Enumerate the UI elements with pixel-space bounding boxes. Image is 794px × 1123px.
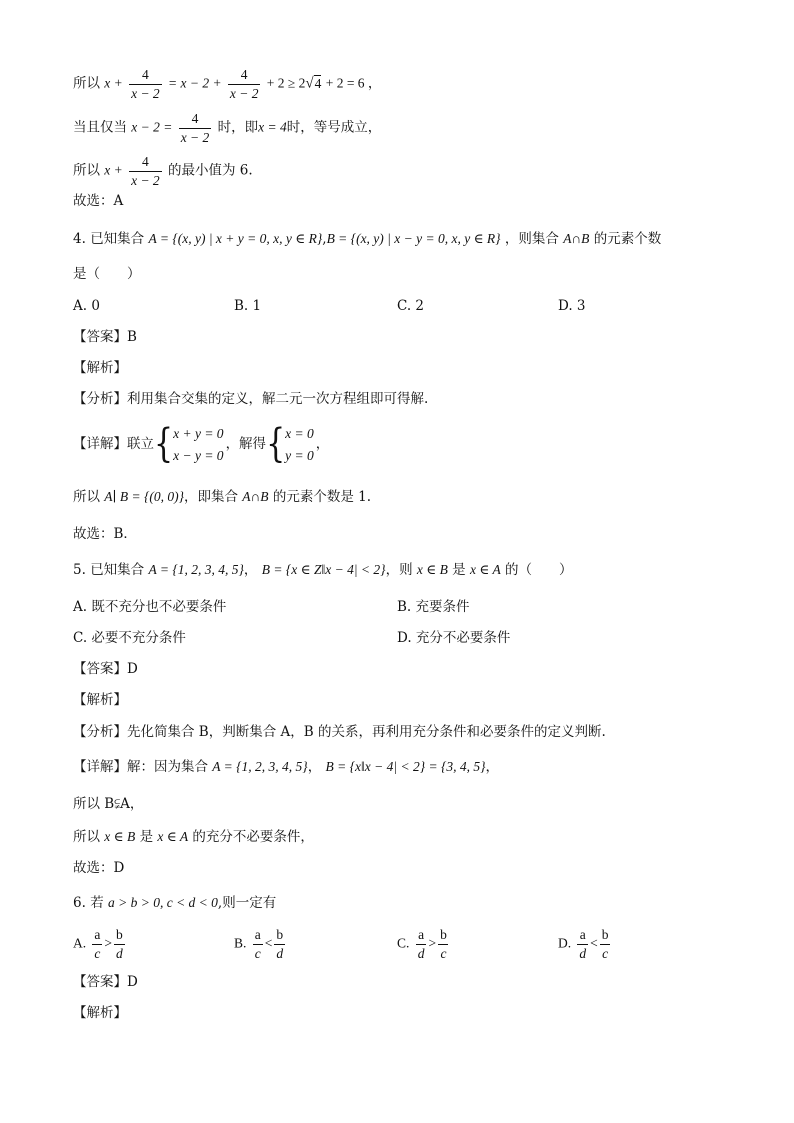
option-label: B.	[234, 935, 247, 951]
q5-subset: 所以 B⫋A，	[73, 796, 144, 812]
frac-den: x − 2	[131, 85, 160, 101]
q5-choose: 故选：D	[73, 860, 125, 876]
math: x ∈ A	[469, 562, 501, 577]
math: = x − 2 +	[167, 75, 222, 91]
frac-den: c	[602, 945, 609, 961]
line-min-value	[73, 155, 253, 187]
math: x ∈ B	[104, 829, 136, 844]
q5-detail	[73, 757, 499, 777]
math: x +	[104, 162, 123, 178]
math: A = {1, 2, 3, 4, 5}	[212, 759, 308, 774]
q5-option-a: A. 既不充分也不必要条件	[73, 599, 227, 615]
q4-analysis-heading: 【解析】	[73, 360, 127, 376]
q5-fenxi: 【分析】先化简集合 B，判断集合 A，B 的关系，再利用充分条件和必要条件的定义判断.	[73, 724, 606, 740]
fraction	[253, 928, 263, 960]
text: 【详解】联立	[73, 436, 154, 452]
text: ，	[307, 759, 322, 775]
text: 时，等号成立，	[286, 119, 382, 136]
math: B = {x‖x − 4| < 2} = {3, 4, 5}	[325, 759, 486, 774]
math: x = 4	[258, 119, 287, 135]
math: + 2 = 6 ，	[325, 75, 382, 91]
math: A∩B	[242, 489, 269, 504]
fraction	[129, 155, 162, 187]
frac-den: c	[94, 945, 101, 961]
option-label: A.	[73, 935, 87, 951]
q4-option-b: B. 1	[234, 298, 262, 314]
q5-option-d: D. 充分不必要条件	[397, 630, 511, 646]
frac-den: c	[254, 945, 261, 961]
frac-num: 4	[142, 154, 149, 169]
text: ，则	[385, 562, 413, 578]
math: + 2 ≥ 2	[266, 75, 306, 91]
sqrt-value: 4	[314, 75, 322, 91]
frac-den: c	[440, 945, 447, 961]
text: 时，即	[217, 119, 259, 136]
question-number: 6.	[73, 895, 86, 911]
text: 已知集合	[90, 562, 145, 578]
math: x +	[104, 75, 123, 91]
q6-option-d	[558, 928, 613, 960]
text: ，即集合	[184, 489, 238, 505]
text: 的元素个数是 1.	[272, 489, 372, 505]
fraction	[92, 928, 102, 960]
q6-option-b	[234, 928, 287, 960]
math: B = {x ∈ Z‖x − 4| < 2}	[261, 562, 386, 577]
option-label: D.	[558, 935, 572, 951]
q5-answer: 【答案】D	[73, 661, 138, 677]
operator: >	[428, 935, 437, 951]
fraction	[274, 928, 285, 960]
frac-den: x − 2	[180, 129, 210, 145]
frac-den: d	[116, 945, 123, 961]
q4-detail: 【详解】联立{ x + y = 0 x − y = 0 ，解得{ x = 0 y = 0 ，	[73, 421, 330, 467]
line-inequality: 所以 x + $\frac{4}{x - 2}$ = x − 2 + $\frac{4}{x - 2}$ + 2 ≥ 2√4 + 2 = 6 ，	[73, 67, 382, 101]
option-label: C.	[397, 935, 410, 951]
fraction	[577, 928, 588, 960]
text: 是	[452, 562, 466, 578]
text: ，	[485, 759, 500, 775]
q6-option-a	[73, 928, 127, 960]
frac-num: b	[601, 927, 609, 942]
q4-choose: 故选：B．	[73, 526, 137, 542]
question-number: 4.	[73, 231, 86, 247]
operator: <	[264, 935, 273, 951]
q6-option-c	[397, 928, 451, 960]
text: 已知集合	[90, 231, 145, 247]
fraction	[179, 112, 212, 144]
frac-num: b	[440, 927, 447, 942]
frac-den: d	[276, 945, 284, 961]
text: ,	[322, 231, 327, 247]
equation-system	[173, 423, 223, 467]
math: A = {(x, y) | x + y = 0, x, y ∈ R}	[148, 231, 323, 246]
frac-num: a	[418, 927, 425, 942]
q5-analysis-heading: 【解析】	[73, 692, 127, 708]
fraction	[600, 928, 611, 960]
text: ，解得	[225, 436, 267, 452]
text: 【详解】解：因为集合	[73, 759, 208, 775]
text: ，	[243, 562, 258, 578]
frac-den: x − 2	[131, 172, 160, 188]
q6-analysis-heading: 【解析】	[73, 1005, 127, 1021]
fraction	[114, 928, 125, 960]
operator: >	[104, 935, 113, 951]
frac-num: 4	[142, 67, 149, 82]
frac-num: a	[94, 927, 101, 942]
equation: x = 0	[285, 425, 314, 441]
q5-stem	[73, 560, 573, 580]
q5-option-c: C. 必要不充分条件	[73, 630, 186, 646]
frac-num: a	[579, 927, 586, 942]
line-equality-condition	[73, 112, 381, 144]
q5-conclusion	[73, 827, 314, 847]
q4-option-a: A. 0	[73, 298, 100, 314]
text: 的最小值为 6.	[167, 162, 253, 179]
equation: y = 0	[285, 447, 314, 463]
frac-den: x − 2	[229, 85, 259, 101]
text: ，则集合	[504, 231, 559, 247]
text: 所以	[73, 829, 100, 845]
line-choose-a: 故选：A	[73, 193, 124, 209]
text: ，	[315, 436, 330, 452]
math: A = {1, 2, 3, 4, 5}	[148, 562, 244, 577]
math: a > b > 0, c < d < 0	[107, 895, 218, 910]
math: x − 2 =	[131, 119, 173, 135]
solution-system	[285, 423, 314, 467]
math: B = {(x, y) | x − y = 0, x, y ∈ R}	[326, 231, 501, 246]
text: 所以	[73, 162, 100, 179]
q4-conclusion	[73, 487, 371, 507]
text: 的充分不必要条件，	[192, 829, 314, 845]
frac-num: b	[116, 927, 123, 942]
fraction	[228, 68, 261, 100]
math: x ∈ B	[416, 562, 448, 577]
q4-answer: 【答案】B	[73, 329, 137, 345]
text: 所以	[73, 489, 100, 505]
text: 当且仅当	[73, 119, 127, 136]
text: 是	[139, 829, 154, 845]
q4-stem	[73, 229, 661, 249]
q4-option-d: D. 3	[558, 298, 586, 314]
math: A∩B	[563, 231, 590, 246]
text: 若	[90, 895, 104, 911]
text: 的（ ）	[505, 562, 573, 578]
q4-option-c: C. 2	[397, 298, 425, 314]
fraction	[438, 928, 449, 960]
q4-fenxi: 【分析】利用集合交集的定义，解二元一次方程组即可得解.	[73, 391, 429, 407]
q6-answer: 【答案】D	[73, 974, 138, 990]
fraction	[129, 68, 162, 100]
question-number: 5.	[73, 562, 86, 578]
frac-den: d	[417, 945, 425, 961]
equation: x + y = 0	[173, 425, 224, 441]
math: A∣ B = {(0, 0)}	[104, 489, 184, 504]
frac-num: 4	[240, 67, 248, 82]
fraction	[416, 928, 427, 960]
text: ,则一定有	[217, 895, 277, 911]
frac-num: b	[276, 927, 284, 942]
frac-num: a	[254, 927, 261, 942]
q6-stem	[73, 893, 276, 913]
q4-stem-cont: 是（ ）	[73, 266, 141, 282]
text: 的元素个数	[593, 231, 662, 247]
text: 所以	[73, 75, 100, 92]
operator: <	[590, 935, 598, 951]
q5-option-b: B. 充要条件	[397, 599, 470, 615]
frac-den: d	[579, 945, 587, 961]
frac-num: 4	[191, 111, 199, 126]
equation: x − y = 0	[173, 447, 224, 463]
math: x ∈ A	[157, 829, 189, 844]
